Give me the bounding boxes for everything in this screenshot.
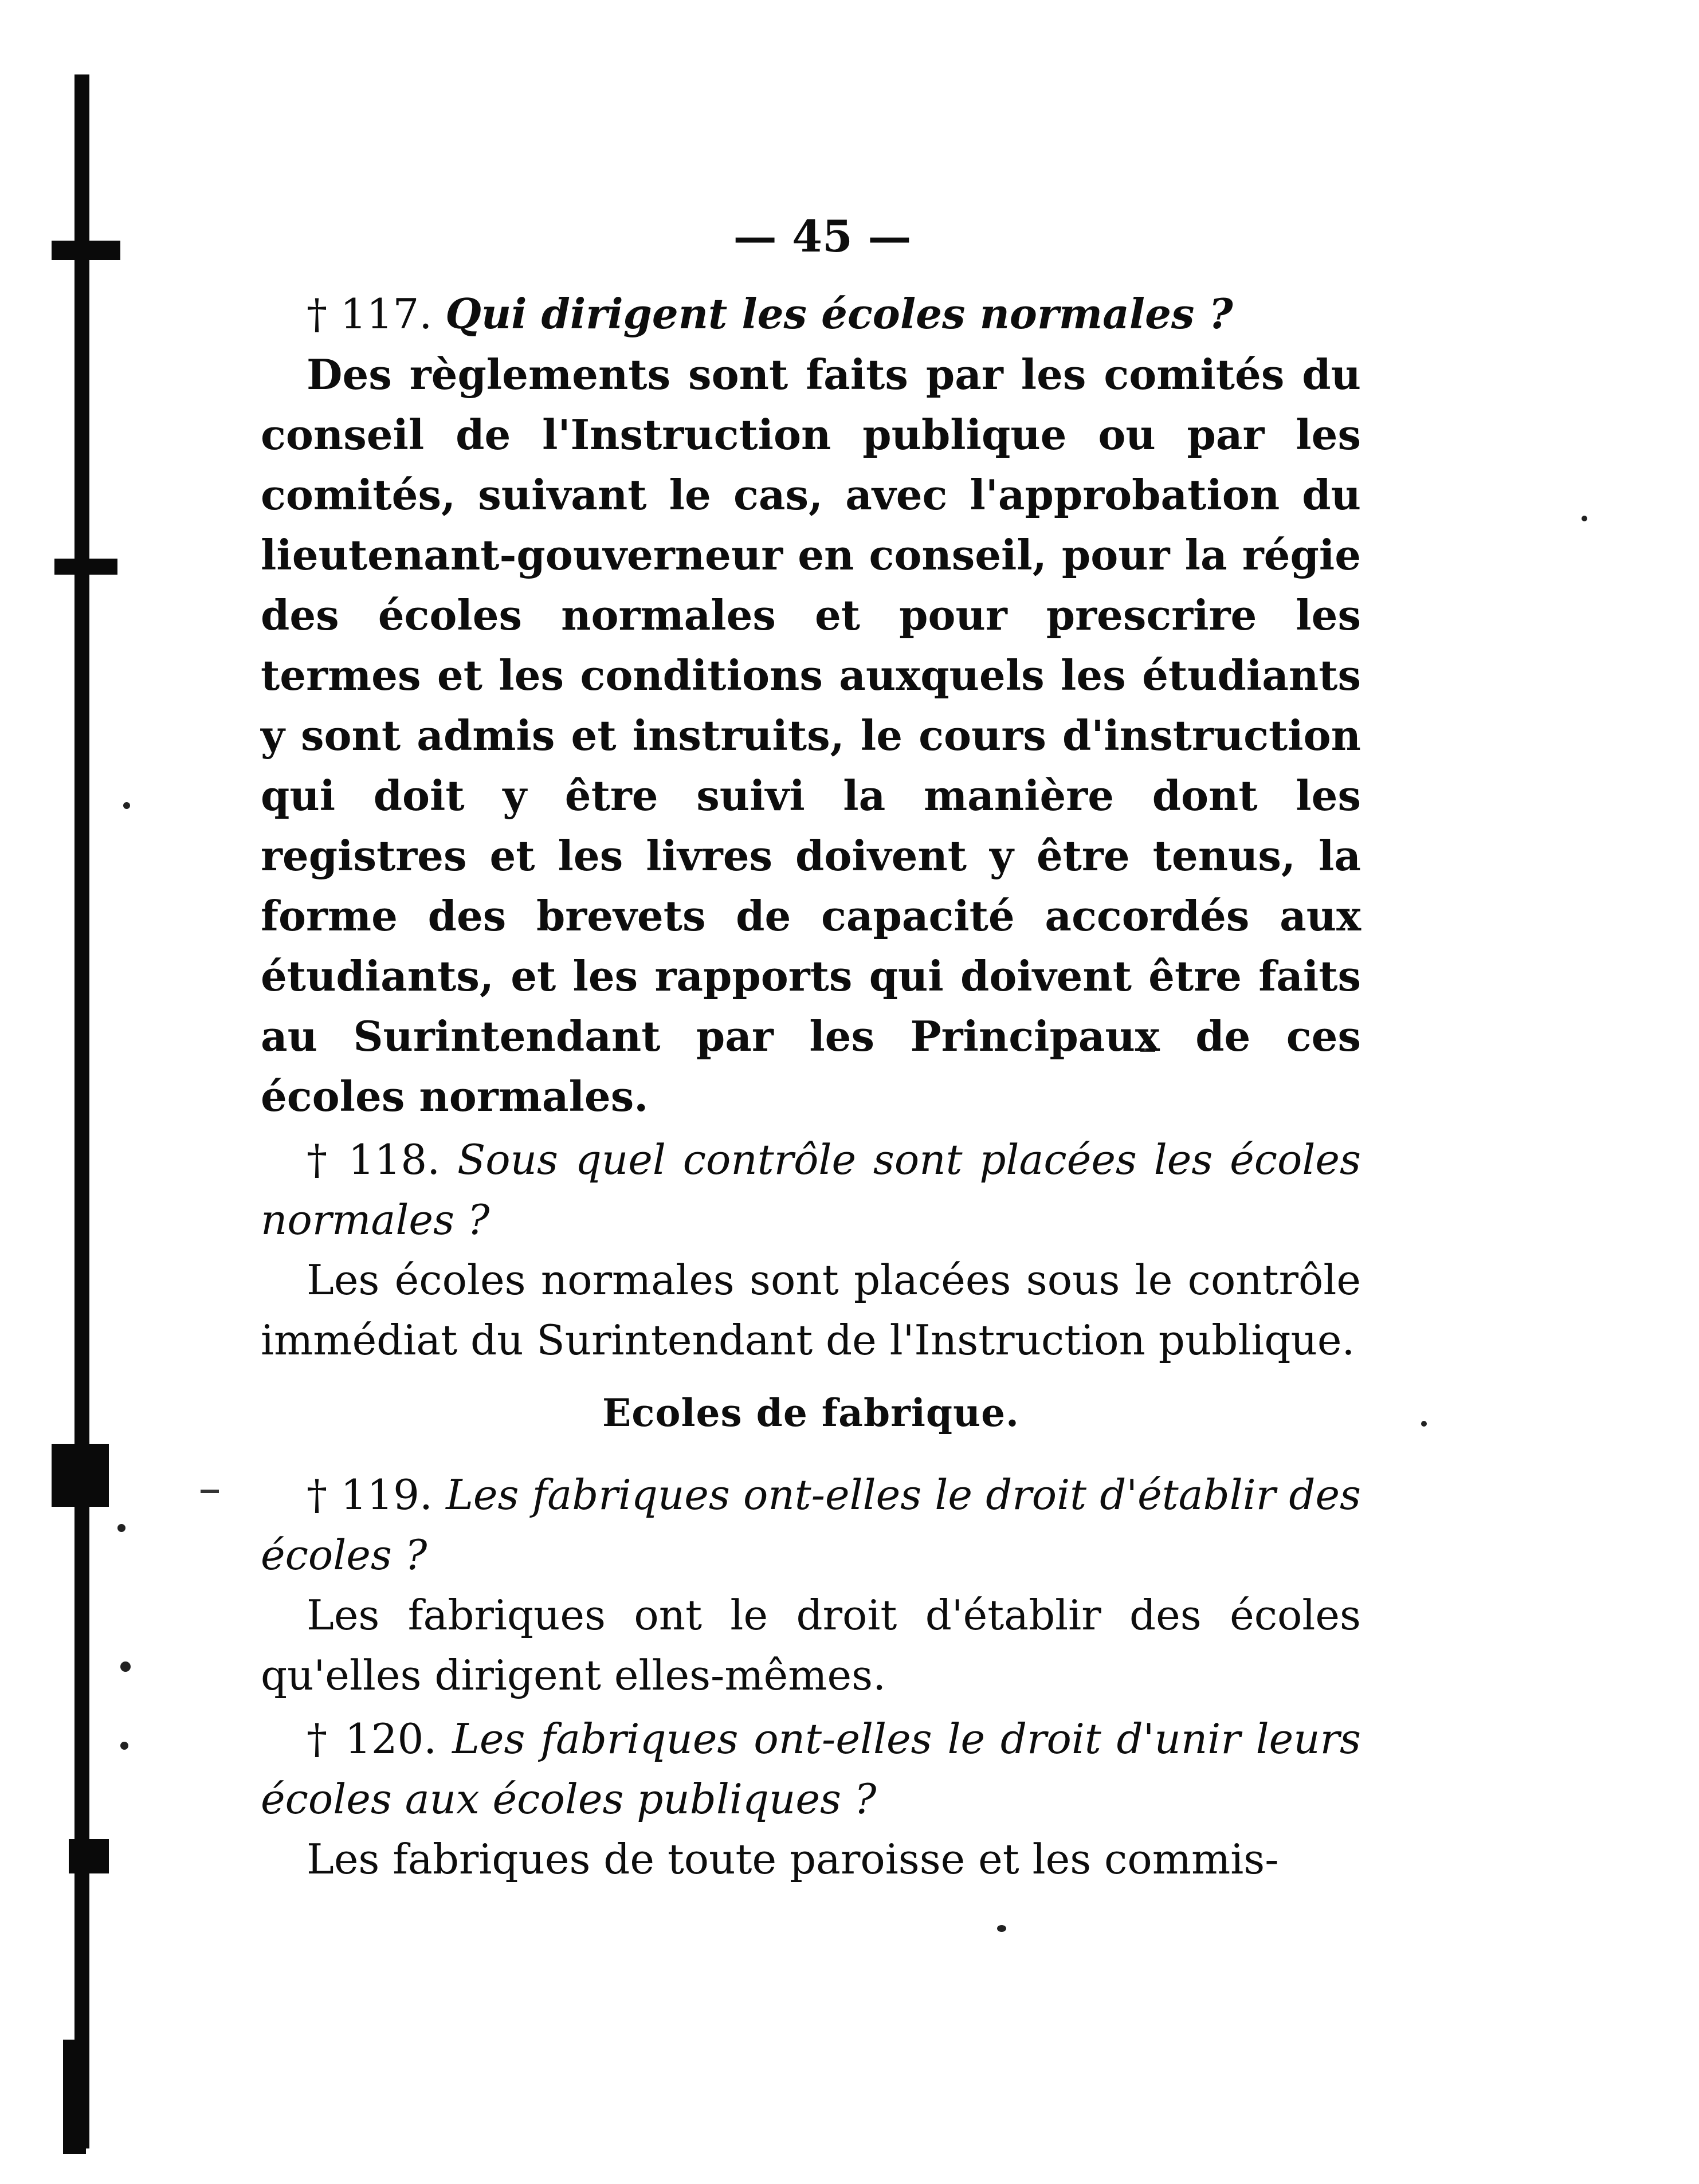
question-text: Sous quel contrôle sont placées les écoles normales ? [261,1136,1361,1244]
page-number: — 45 — [733,211,912,262]
scan-dash [201,1490,219,1493]
question-117 [261,284,1361,344]
answer-117: Des règlements sont faits par les comités du conseil de l'Instruction publique ou par les comités, suivant le cas, avec l'approbation du lieutenant-gouverneur en conseil, pour la régie des écoles normales et pour prescrire les termes et les conditions auxquels les étudiants y sont admis et instruits, le cours d'instruction qui doit y être suivi la manière dont les registres et les livres doivent y être tenus, la forme des brevets de capacité accordés aux étudiants, et les rapports qui doivent être faits au Surintendant par les Principaux de ces écoles normales. [261,350,1361,1121]
scan-speck [1421,1421,1427,1427]
scan-speck [117,1524,125,1532]
question-number: † 119. [307,1471,433,1519]
answer-119: Les fabriques ont le droit d'établir des écoles qu'elles dirigent elles-mêmes. [261,1591,1361,1699]
binding-edge [74,74,89,2148]
binding-notch [52,1444,109,1507]
scan-speck [120,1661,131,1672]
answer-118: Les écoles normales sont placées sous le contrôle immédiat du Surintendant de l'Instruction publique. [261,1256,1361,1364]
scan-speck [120,1742,128,1750]
answer-120: Les fabriques de toute paroisse et les commis- [307,1835,1279,1883]
question-text: Qui dirigent les écoles normales ? [445,289,1233,338]
binding-notch [69,1839,109,1873]
binding-notch [52,241,120,260]
binding-notch [54,559,117,575]
scan-speck [1582,516,1587,521]
question-118 [261,1130,1361,1250]
scan-speck [997,1925,1006,1932]
binding-notch [63,2040,86,2154]
question-119 [261,1465,1361,1585]
question-number: † 118. [307,1136,441,1184]
page-text [261,206,1361,1893]
question-number: † 120. [307,1715,437,1763]
question-120 [261,1709,1361,1829]
question-number: † 117. [307,290,433,338]
question-text: Les fabriques ont-elles le droit d'unir leurs écoles aux écoles publiques ? [261,1715,1361,1823]
scan-speck [123,802,130,809]
question-text: Les fabriques ont-elles le droit d'établir des écoles ? [261,1471,1361,1579]
section-heading: Ecoles de fabrique. [602,1390,1020,1435]
